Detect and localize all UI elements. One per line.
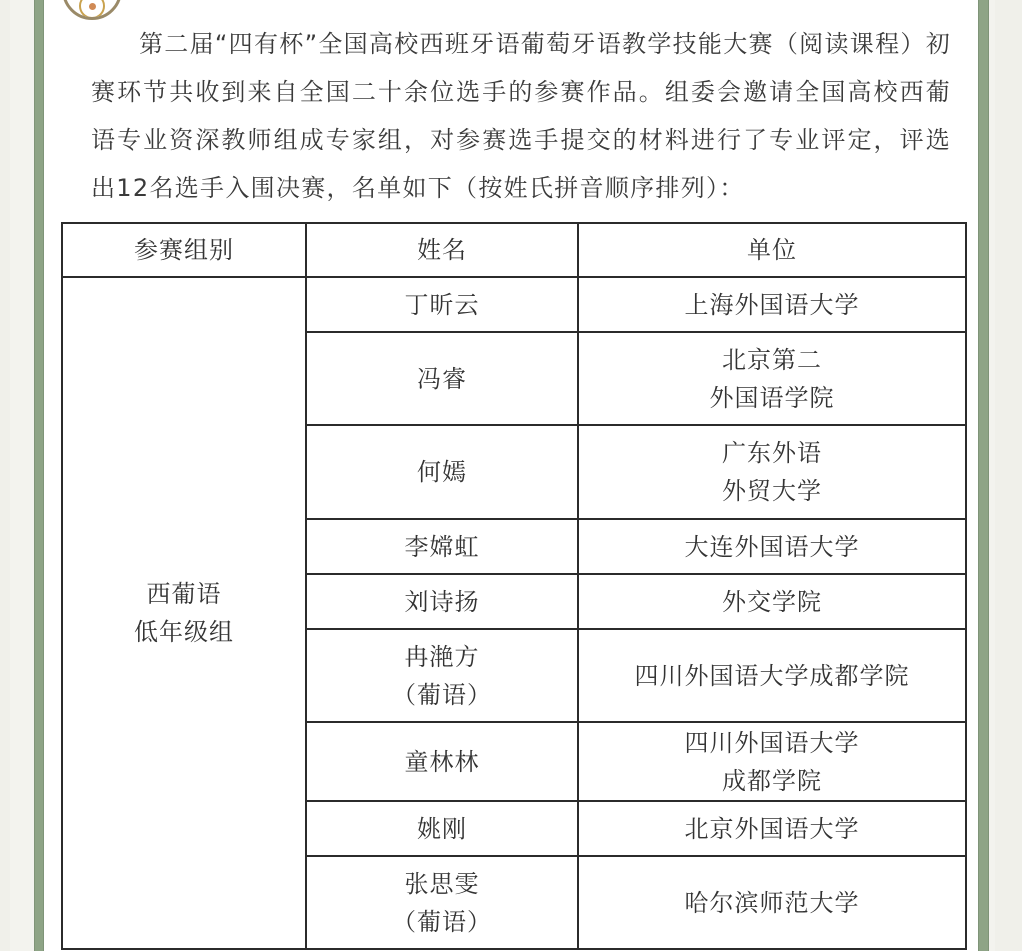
unit-cell: [578, 425, 966, 519]
group-cell: [62, 277, 306, 949]
right-margin: [995, 0, 1022, 951]
unit-cell: [578, 332, 966, 425]
name-cell: [306, 574, 578, 629]
institution-line: 四川外国语大学成都学院: [634, 661, 910, 690]
language-note: （葡语）: [392, 907, 492, 936]
name-cell: [306, 519, 578, 574]
decorative-medallion-icon: [62, 0, 122, 20]
name-cell: [306, 332, 578, 425]
right-decorative-border: [978, 0, 989, 951]
unit-cell: [578, 856, 966, 949]
name-cell: [306, 277, 578, 332]
contestant-name: 姚刚: [417, 814, 467, 843]
left-margin: [0, 0, 10, 951]
institution-line: 外国语学院: [709, 383, 835, 412]
unit-cell: [578, 519, 966, 574]
unit-cell: [578, 722, 966, 801]
header-group: 参赛组别: [62, 223, 306, 277]
name-cell: [306, 722, 578, 801]
contestant-name: 刘诗扬: [404, 587, 480, 616]
contestant-name: 冉滟方: [404, 642, 480, 671]
contestant-name: 冯睿: [417, 364, 467, 393]
institution-line: 成都学院: [722, 766, 822, 795]
unit-cell: [578, 629, 966, 722]
institution-line: 外交学院: [722, 587, 822, 616]
institution-line: 哈尔滨师范大学: [684, 888, 860, 917]
contestant-name: 童林林: [404, 747, 480, 776]
language-note: （葡语）: [392, 680, 492, 709]
finalist-table: [61, 222, 967, 950]
header-unit: 单位: [578, 223, 966, 277]
unit-cell: [578, 801, 966, 856]
institution-line: 外贸大学: [722, 477, 822, 505]
header-name: 姓名: [306, 223, 578, 277]
group-label-line1: 西葡语: [146, 580, 222, 608]
institution-line: 上海外国语大学: [684, 290, 860, 319]
institution-line: 大连外国语大学: [684, 532, 860, 561]
unit-cell: [578, 277, 966, 332]
name-cell: [306, 801, 578, 856]
table-header-row: [62, 223, 966, 277]
contestant-name: 丁昕云: [404, 290, 480, 319]
contestant-name: 张思雯: [404, 869, 480, 898]
name-cell: [306, 425, 578, 519]
article-card: [44, 0, 978, 951]
name-cell: [306, 856, 578, 949]
institution-line: 北京第二: [722, 345, 822, 374]
table-row: [62, 277, 966, 332]
institution-line: 北京外国语大学: [684, 814, 860, 843]
contestant-name: 何嫣: [417, 458, 467, 486]
group-label-line2: 低年级组: [134, 618, 234, 646]
unit-cell: [578, 574, 966, 629]
institution-line: 四川外国语大学: [684, 728, 860, 757]
left-decorative-border: [34, 0, 44, 951]
name-cell: [306, 629, 578, 722]
institution-line: 广东外语: [722, 439, 822, 467]
intro-paragraph: 第二届“四有杯”全国高校西班牙语葡萄牙语教学技能大赛（阅读课程）初赛环节共收到来自全国二十余位选手的参赛作品。组委会邀请全国高校西葡语专业资深教师组成专家组，对参赛选手提交的材料进行了专业评定，评选出12名选手入围决赛，名单如下（按姓氏拼音顺序排列）：: [91, 30, 951, 202]
contestant-name: 李嫦虹: [404, 532, 480, 561]
